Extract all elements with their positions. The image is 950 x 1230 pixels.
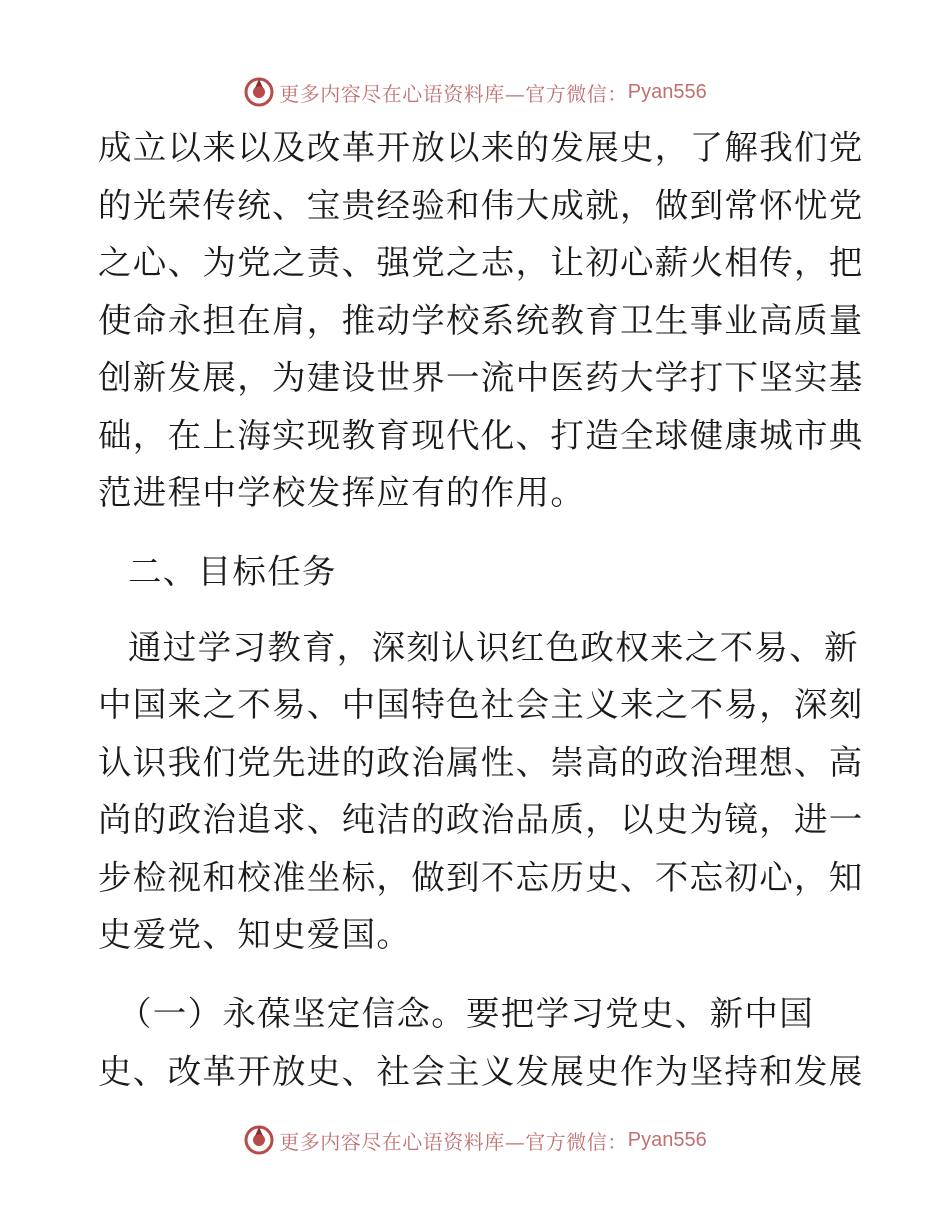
- text-line: 步检视和校准坐标，做到不忘历史、不忘初心，知: [98, 858, 864, 897]
- text-line: 中国来之不易、中国特色社会主义来之不易，深刻: [98, 685, 864, 724]
- watermark-text: 更多内容尽在心语资料库—官方微信：: [279, 81, 628, 106]
- subsection-line: （一）永葆坚定信念。要把学习党史、新中国: [118, 994, 814, 1033]
- text-line: 的光荣传统、宝贵经验和伟大成就，做到常怀忧党: [98, 186, 864, 225]
- watermark-footer: [0, 1120, 950, 1160]
- text-line: 尚的政治追求、纯洁的政治品质，以史为镜，进一: [98, 800, 864, 839]
- section-heading: 二、目标任务: [128, 552, 337, 591]
- text-line: 史爱党、知史爱国。: [98, 915, 412, 954]
- text-line: 通过学习教育，深刻认识红色政权来之不易、新: [128, 628, 859, 667]
- text-line: 之心、为党之责、强党之志，让初心薪火相传，把: [98, 243, 864, 282]
- text-line: 使命永担在肩，推动学校系统教育卫生事业高质量: [98, 301, 864, 340]
- watermark-text: 更多内容尽在心语资料库—官方微信：: [279, 1129, 628, 1154]
- text-line: 认识我们党先进的政治属性、崇高的政治理想、高: [98, 743, 864, 782]
- text-line: 础，在上海实现教育现代化、打造全球健康城市典: [98, 416, 864, 455]
- text-line: 成立以来以及改革开放以来的发展史，了解我们党: [98, 128, 864, 167]
- logo-icon: [243, 76, 275, 108]
- watermark-id: Pyan556: [627, 1128, 707, 1151]
- watermark-id: Pyan556: [627, 80, 707, 103]
- logo-icon: [243, 1124, 275, 1156]
- text-line: 史、改革开放史、社会主义发展史作为坚持和发展: [98, 1052, 864, 1091]
- text-line: 范进程中学校发挥应有的作用。: [98, 473, 586, 512]
- watermark-header: [0, 72, 950, 112]
- text-line: 创新发展，为建设世界一流中医药大学打下坚实基: [98, 358, 864, 397]
